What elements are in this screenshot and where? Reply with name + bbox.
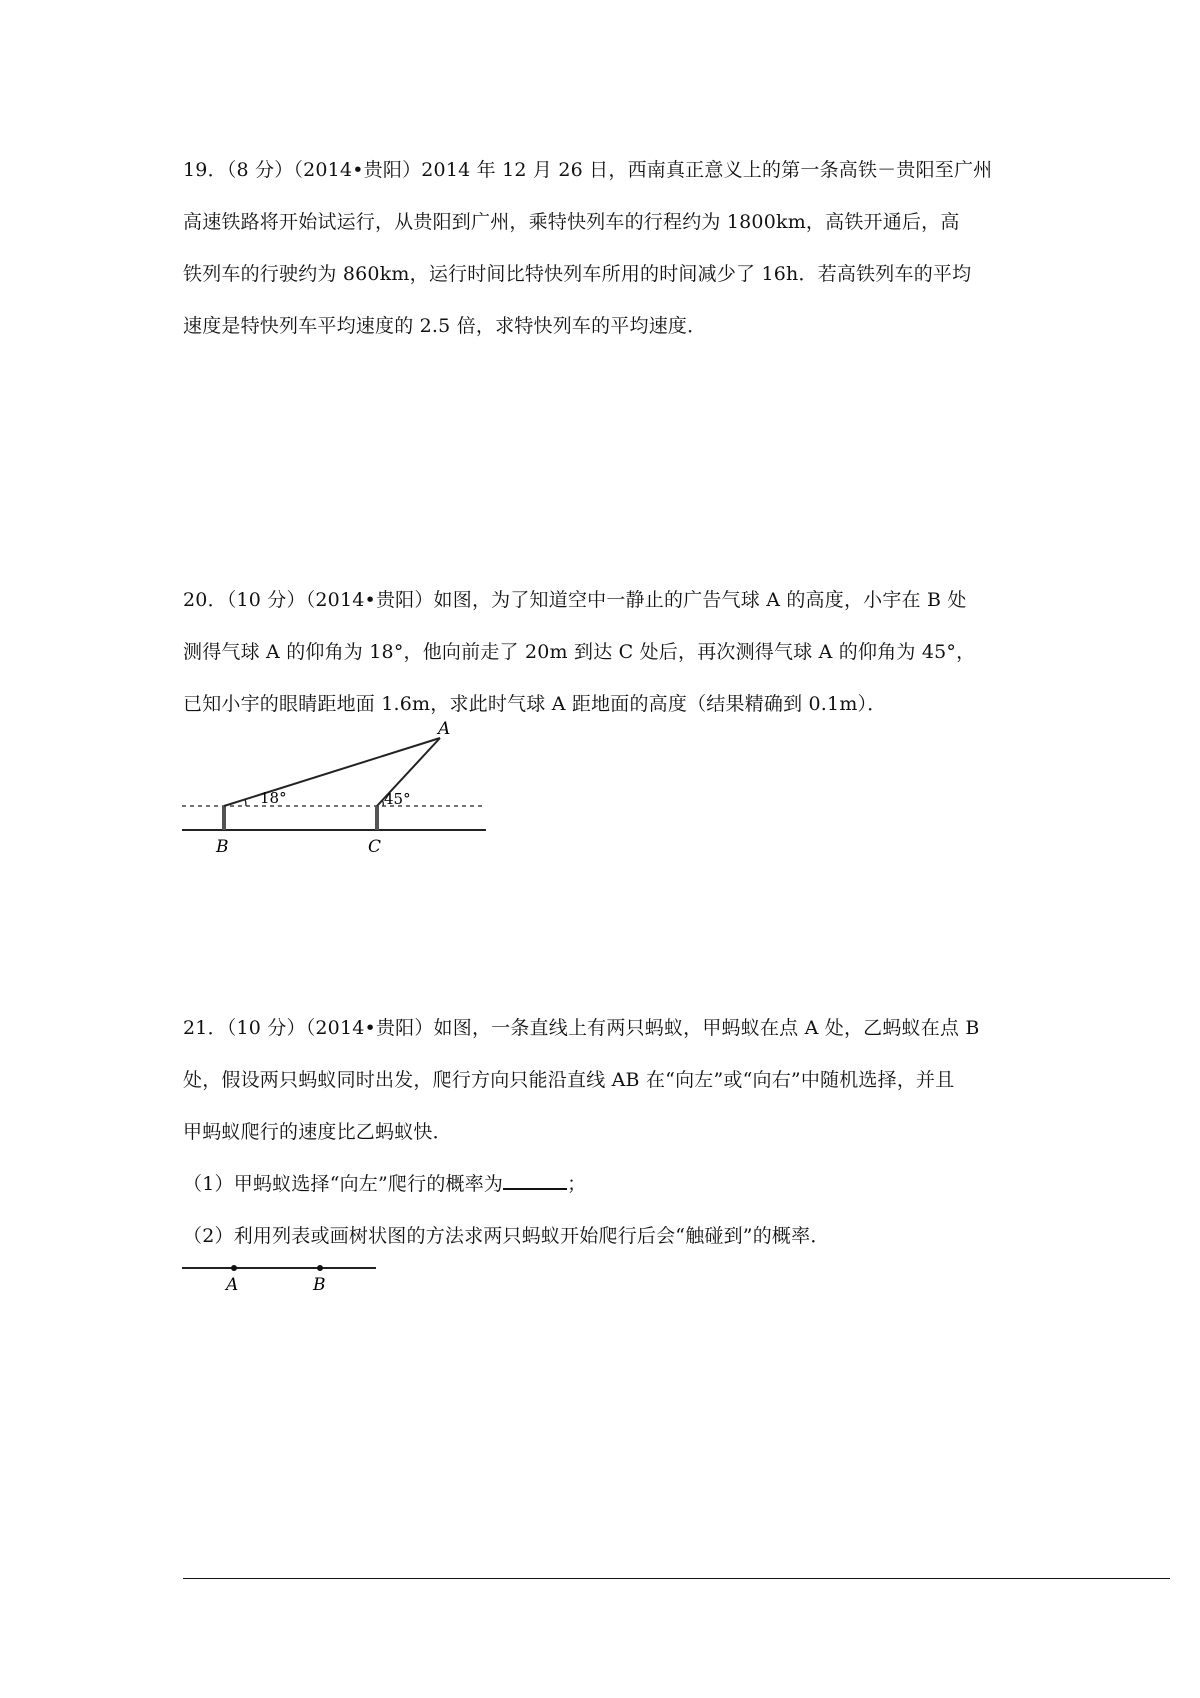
angle-arc-b [245,799,246,806]
problem-21-part-2: （2）利用列表或画树状图的方法求两只蚂蚁开始爬行后会“触碰到”的概率． [183,1225,830,1247]
problem-21 [183,1002,1028,1262]
ants-line-figure [180,1256,380,1306]
part-1-question: （1）甲蚂蚁选择“向左”爬行的概率为 [183,1173,504,1195]
problem-20 [183,574,1028,730]
problem-21-part-1 [183,1158,1028,1210]
problem-19 [183,144,1028,352]
problem-19-line-4: 速度是特快列车平均速度的 2.5 倍，求特快列车的平均速度． [183,315,707,337]
point-b-label: B [216,837,229,857]
point-a-dot [231,1265,237,1271]
angle-b-label: 18° [260,789,287,807]
point-b-dot [317,1265,323,1271]
part-1-end: ； [567,1173,587,1195]
balloon-elevation-figure [180,718,490,858]
point-a-label: A [438,719,451,739]
problem-20-line-1: 20．（10 分）（2014•贵阳）如图，为了知道空中一静止的广告气球 A 的高度，小宇在 B 处 [183,589,967,611]
angle-c-label: 45° [384,790,411,808]
point-a-label: A [226,1275,239,1295]
answer-blank [503,1170,567,1190]
point-b-label: B [313,1275,326,1295]
problem-21-line-2: 处，假设两只蚂蚁同时出发，爬行方向只能沿直线 AB 在“向左”或“向右”中随机选择，并且 [183,1069,955,1091]
problem-19-line-1: 19．（8 分）（2014•贵阳）2014 年 12 月 26 日，西南真正意义上的第一条高铁－贵阳至广州 [183,159,993,181]
problem-21-line-1: 21．（10 分）（2014•贵阳）如图，一条直线上有两只蚂蚁，甲蚂蚁在点 A 处，乙蚂蚁在点 B [183,1017,980,1039]
page-footer-rule [183,1578,1170,1579]
problem-21-line-3: 甲蚂蚁爬行的速度比乙蚂蚁快． [183,1121,452,1143]
point-c-label: C [368,837,382,857]
problem-19-line-3: 铁列车的行驶约为 860km，运行时间比特快列车所用的时间减少了 16h．若高铁列车的平均 [183,263,972,285]
problem-20-line-3: 已知小宇的眼睛距地面 1.6m，求此时气球 A 距地面的高度（结果精确到 0.1m）． [183,693,887,715]
problem-19-line-2: 高速铁路将开始试运行，从贵阳到广州，乘特快列车的行程约为 1800km，高铁开通后，高 [183,211,960,233]
problem-20-line-2: 测得气球 A 的仰角为 18°，他向前走了 20m 到达 C 处后，再次测得气球 A 的仰角为 45°， [183,641,976,663]
